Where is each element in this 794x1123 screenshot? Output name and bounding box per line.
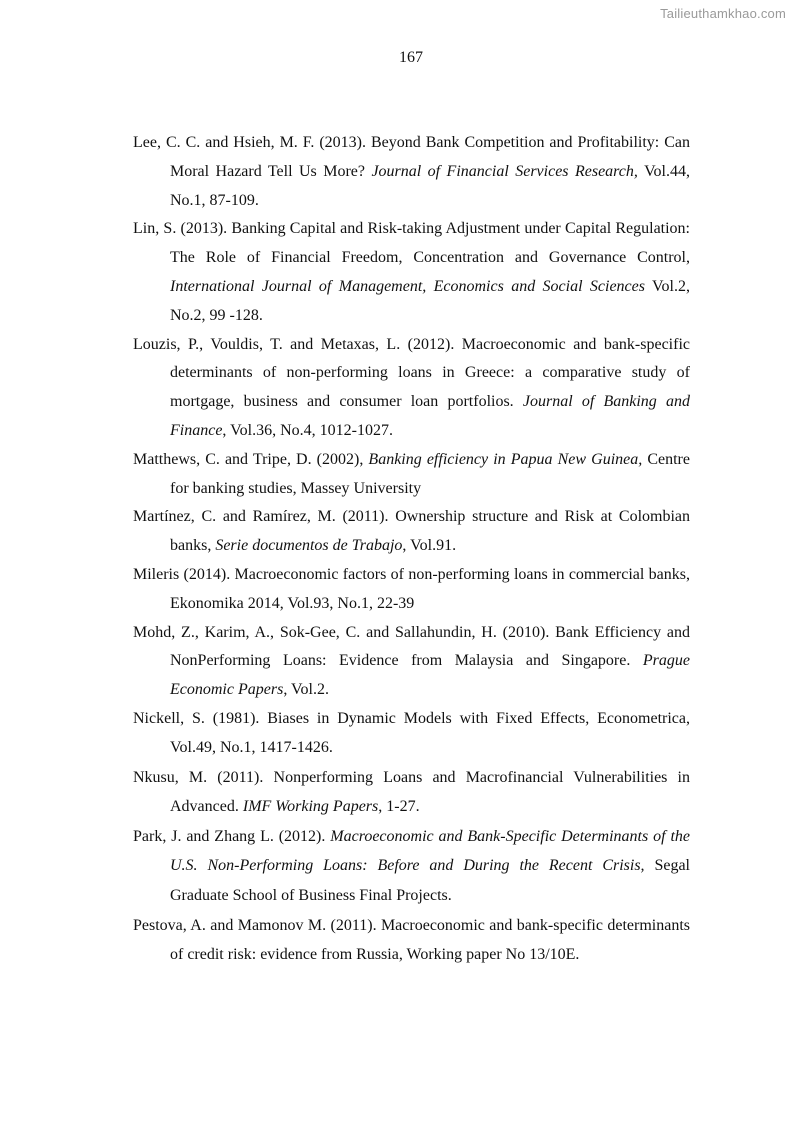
reference-entry — [133, 215, 690, 330]
reference-text: Lin, S. (2013). Banking Capital and Risk-taking Adjustment under Capital Regulation: The Role of Financial Freedom, Concentration and Governance Control, — [133, 220, 690, 267]
reference-source: International Journal of Management, Economics and Social Sciences — [170, 277, 645, 295]
reference-text: Park, J. and Zhang L. (2012). — [133, 827, 331, 845]
reference-entry — [133, 129, 690, 215]
reference-details: Vol.2, No.2, 99 -128. — [170, 277, 690, 324]
reference-source: Prague Economic Papers — [170, 652, 690, 699]
reference-source: Journal of Financial Services Research, — [371, 162, 638, 180]
reference-text: Matthews, C. and Tripe, D. (2002), — [133, 450, 369, 468]
reference-details: , 1-27. — [378, 798, 420, 816]
page-number: 167 — [399, 49, 423, 66]
reference-text: Martínez, C. and Ramírez, M. (2011). Ownership structure and Risk at Colombian banks, — [133, 508, 690, 555]
reference-details: , Vol.2. — [283, 681, 329, 699]
reference-details: Centre for banking studies, Massey University — [170, 450, 690, 497]
reference-list — [133, 129, 690, 970]
reference-entry — [133, 503, 690, 561]
watermark-text: Tailieuthamkhao.com — [660, 6, 786, 21]
reference-entry — [133, 763, 690, 822]
reference-source: Macroeconomic and Bank-Specific Determinants of the U.S. Non-Performing Loans: Before and During the Recent Crisis, — [170, 827, 690, 875]
reference-text: Mohd, Z., Karim, A., Sok-Gee, C. and Sallahundin, H. (2010). Bank Efficiency and NonPerforming Loans: Evidence from Malaysia and Singapore. — [133, 623, 690, 670]
reference-entry — [133, 446, 690, 504]
reference-text: Nickell, S. (1981). Biases in Dynamic Models with Fixed Effects, Econometrica, Vol.49, No.1, 1417-1426. — [133, 709, 690, 756]
reference-details: , Vol.36, No.4, 1012-1027. — [222, 421, 393, 439]
reference-source: IMF Working Papers — [242, 798, 379, 816]
reference-text: Mileris (2014). Macroeconomic factors of non-performing loans in commercial banks, Ekonomika 2014, Vol.93, No.1, 22-39 — [133, 565, 690, 612]
reference-details: Vol.44, No.1, 87-109. — [170, 162, 691, 209]
reference-entry — [133, 822, 690, 911]
reference-source: Serie documentos de Trabajo — [215, 537, 403, 555]
reference-text: Pestova, A. and Mamonov M. (2011). Macroeconomic and bank-specific determinants of credit risk: evidence from Russia, Working paper No 13/10E. — [133, 916, 690, 964]
reference-text: Louzis, P., Vouldis, T. and Metaxas, L. (2012). Macroeconomic and bank-specific determinants of non-performing loans in Greece: a comparative study of mortgage, business and consumer loan portfolios. — [133, 335, 690, 411]
reference-entry — [133, 705, 690, 763]
reference-details: , Vol.91. — [402, 537, 457, 555]
reference-source: Journal of Banking and Finance — [170, 393, 690, 439]
reference-details: Segal Graduate School of Business Final Projects. — [170, 857, 691, 904]
reference-text: Nkusu, M. (2011). Nonperforming Loans and Macrofinancial Vulnerabilities in Advanced. — [133, 768, 690, 816]
reference-entry — [133, 911, 690, 970]
reference-source: Banking efficiency in Papua New Guinea, — [368, 450, 643, 468]
reference-text: Lee, C. C. and Hsieh, M. F. (2013). Beyond Bank Competition and Profitability: Can Moral Hazard Tell Us More? — [133, 134, 690, 180]
reference-entry — [133, 331, 690, 446]
reference-entry — [133, 561, 690, 619]
reference-entry — [133, 619, 690, 705]
